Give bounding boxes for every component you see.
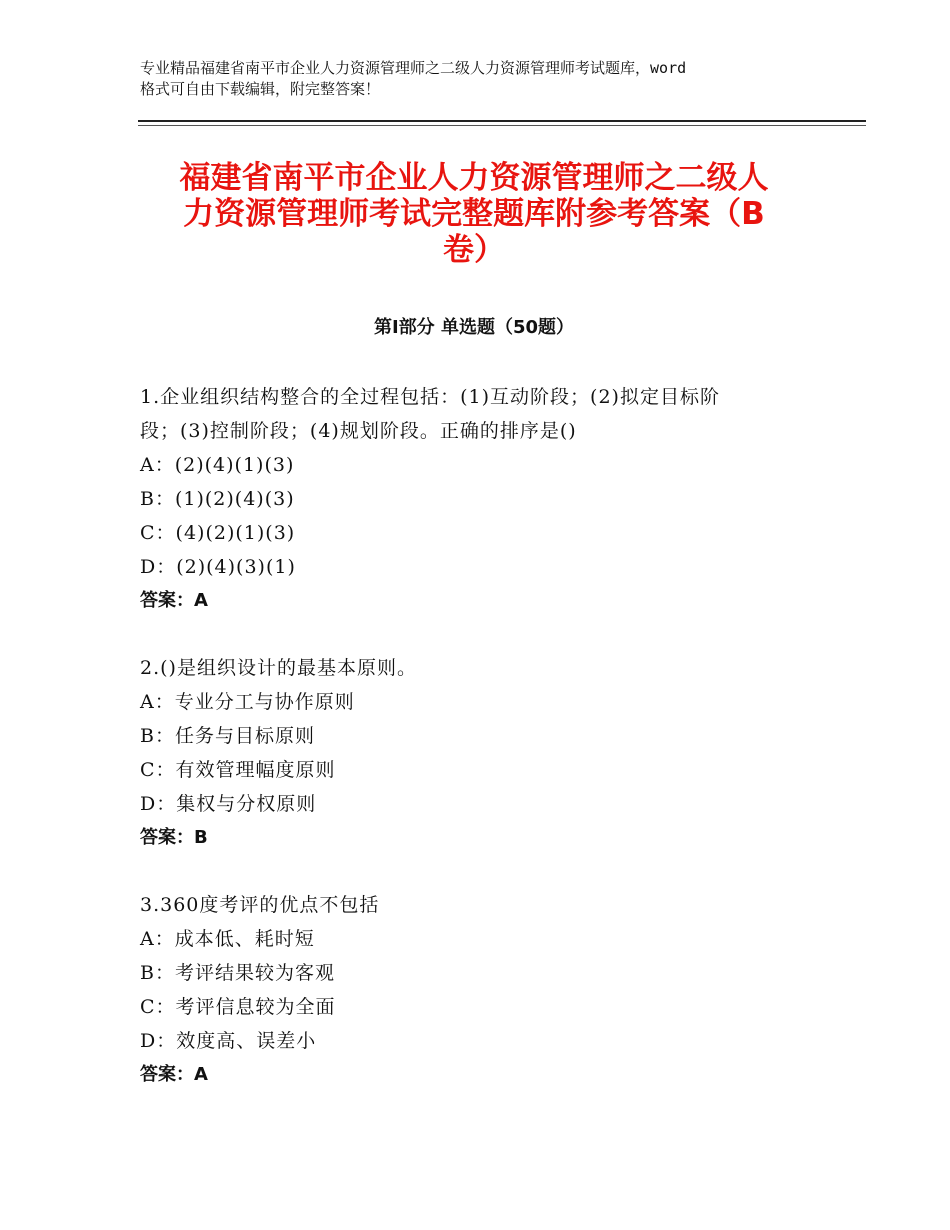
question-list <box>140 380 820 1125</box>
option-b: B：(1)(2)(4)(3) <box>140 488 295 510</box>
document-title-line-2: 力资源管理师考试完整题库附参考答案（B <box>183 196 765 232</box>
option-c: C：有效管理幅度原则 <box>140 759 336 781</box>
document-title-line-1: 福建省南平市企业人力资源管理师之二级人 <box>179 160 769 196</box>
option-b: B：考评结果较为客观 <box>140 962 335 984</box>
question-3 <box>140 888 820 1092</box>
header-divider-thick <box>138 120 866 122</box>
option-b: B：任务与目标原则 <box>140 725 315 747</box>
option-d: D：效度高、误差小 <box>140 1030 317 1052</box>
question-stem: 2.()是组织设计的最基本原则。 <box>140 657 417 679</box>
document-title-line-3: 卷） <box>443 232 505 268</box>
option-a: A：(2)(4)(1)(3) <box>140 454 295 476</box>
header-note <box>140 58 830 100</box>
answer-label: 答案：A <box>140 1064 208 1085</box>
header-note-line-2: 格式可自由下载编辑，附完整答案！ <box>140 80 381 98</box>
header-note-line-1: 专业精品福建省南平市企业人力资源管理师之二级人力资源管理师考试题库，word <box>140 59 687 77</box>
answer-label: 答案：B <box>140 827 208 848</box>
option-a: A：成本低、耗时短 <box>140 928 315 950</box>
answer-label: 答案：A <box>140 590 208 611</box>
question-2 <box>140 651 820 855</box>
option-a: A：专业分工与协作原则 <box>140 691 355 713</box>
question-1 <box>140 380 820 618</box>
option-c: C：考评信息较为全面 <box>140 996 336 1018</box>
option-d: D：(2)(4)(3)(1) <box>140 556 296 578</box>
header-divider-thin <box>138 125 866 126</box>
question-stem: 1.企业组织结构整合的全过程包括：(1)互动阶段；(2)拟定目标阶 <box>140 386 720 408</box>
option-d: D：集权与分权原则 <box>140 793 317 815</box>
document-title <box>138 160 810 268</box>
option-c: C：(4)(2)(1)(3) <box>140 522 296 544</box>
question-stem-continued: 段；(3)控制阶段；(4)规划阶段。正确的排序是() <box>140 420 577 442</box>
section-heading: 第Ⅰ部分 单选题（50题） <box>373 317 574 338</box>
question-stem: 3.360度考评的优点不包括 <box>140 894 380 916</box>
